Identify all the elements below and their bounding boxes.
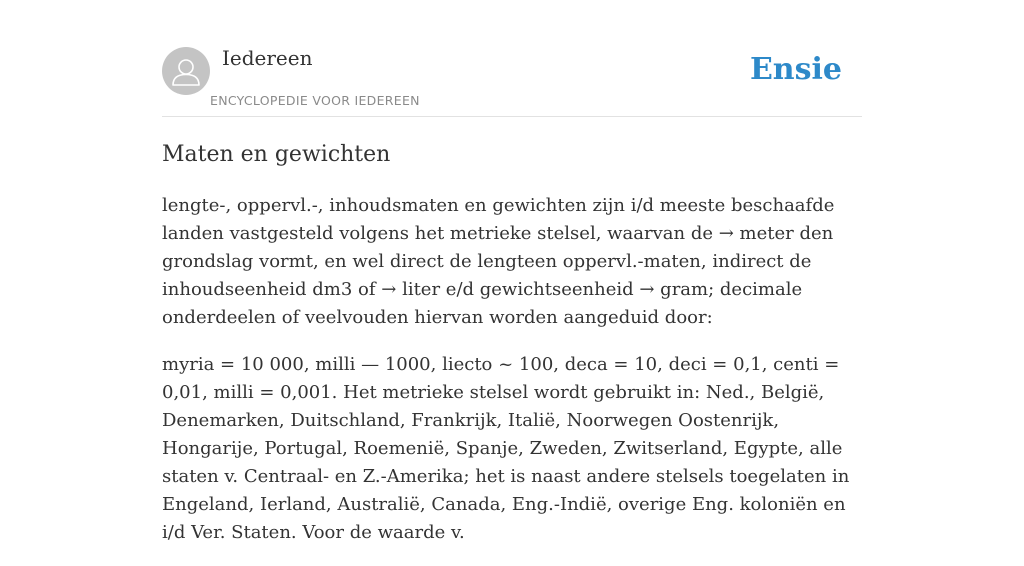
site-header	[162, 46, 862, 117]
site-tagline: ENCYCLOPEDIE VOOR IEDEREEN	[210, 93, 420, 108]
article-paragraph-2: myria = 10 000, milli — 1000, liecto ~ 100, deca = 10, deci = 0,1, centi = 0,01, milli = 0,001. Het metrieke stelsel wordt gebruikt in: Ned., België, Denemarken, Duitschland, Frankrijk, Italië, Noorwegen Oostenrijk, Hongarije, Portugal, Roemenië, Spanje, Zweden, Zwitserland, Egypte, alle staten v. Centraal- en Z.-Amerika; het is naast andere stelsels toegelaten in Engeland, Ierland, Australië, Canada, Eng.-Indië, overige Eng. koloniën en i/d Ver. Staten. Voor de waarde v.	[162, 354, 850, 543]
page-title: Maten en gewichten	[162, 142, 391, 167]
article-body	[162, 192, 862, 566]
avatar[interactable]	[162, 47, 210, 95]
article-paragraph-1: lengte-, oppervl.-, inhoudsmaten en gewichten zijn i/d meeste beschaafde landen vastgesteld volgens het metrieke stelsel, waarvan de → meter den grondslag vormt, en wel direct de lengteen oppervl.-maten, indirect de inhoudseenheid dm3 of → liter e/d gewichtseenheid → gram; decimale onderdeelen of veelvouden hiervan worden aangeduid door:	[162, 195, 835, 328]
ensie-logo[interactable]: Ensie	[749, 52, 842, 87]
user-icon	[162, 47, 210, 95]
author-name[interactable]: Iedereen	[222, 46, 313, 70]
